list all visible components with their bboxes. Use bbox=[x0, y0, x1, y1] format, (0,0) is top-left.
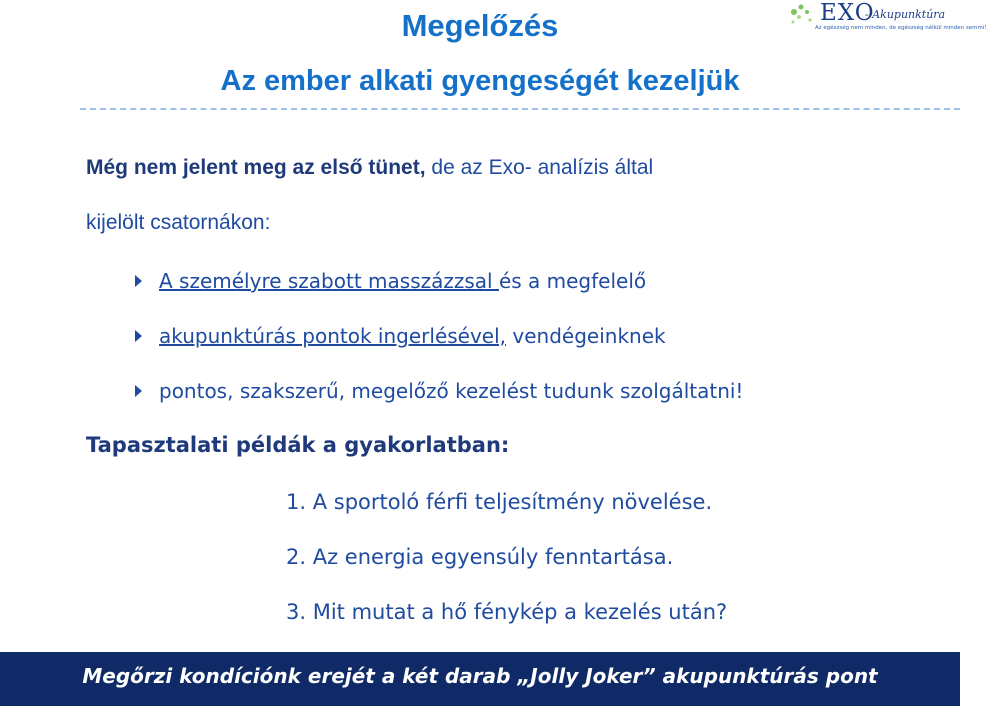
logo-tagline: Az egészség nem minden, de egészség nélkül minden semmi! bbox=[815, 25, 987, 31]
bullet-underlined: A személyre szabott masszázzsal bbox=[159, 269, 499, 293]
bullet-text: és a megfelelő bbox=[498, 269, 647, 293]
example-item: 3. Mit mutat a hő fénykép a kezelés után? bbox=[286, 600, 728, 624]
bullet-arrow-icon bbox=[135, 275, 142, 287]
lead-line-1 bbox=[86, 156, 653, 180]
bullet-item bbox=[135, 379, 743, 403]
lead-line-2: kijelölt csatornákon: bbox=[86, 211, 271, 234]
page-title: Megelőzés bbox=[401, 8, 559, 43]
example-item: 2. Az energia egyensúly fenntartása. bbox=[286, 545, 674, 569]
footer-text: Megőrzi kondíciónk erejét a két darab „Jolly Joker” akupunktúrás pont bbox=[82, 664, 878, 688]
footer-bar bbox=[0, 652, 960, 706]
example-item: 1. A sportoló férfi teljesítmény növelése. bbox=[286, 490, 713, 514]
lead-rest: de az Exo- analízis által bbox=[425, 156, 654, 179]
bullet-item bbox=[135, 324, 666, 348]
logo-suffix: - Akupunktúra bbox=[865, 8, 946, 21]
bullet-text: pontos, szakszerű, megelőző kezelést tudunk szolgáltatni! bbox=[159, 379, 744, 403]
divider bbox=[80, 108, 960, 110]
section-heading: Tapasztalati példák a gyakorlatban: bbox=[86, 433, 510, 457]
bullet-item bbox=[135, 269, 646, 293]
bullet-arrow-icon bbox=[135, 330, 142, 342]
bullet-arrow-icon bbox=[135, 385, 142, 397]
bullet-text: vendégeinknek bbox=[506, 324, 666, 348]
lead-bold: Még nem jelent meg az első tünet, bbox=[86, 156, 426, 179]
logo-brand: EXO bbox=[820, 0, 875, 26]
bullet-underlined: akupunktúrás pontok ingerlésével, bbox=[159, 324, 507, 348]
page-subtitle: Az ember alkati gyengeségét kezeljük bbox=[220, 65, 740, 97]
